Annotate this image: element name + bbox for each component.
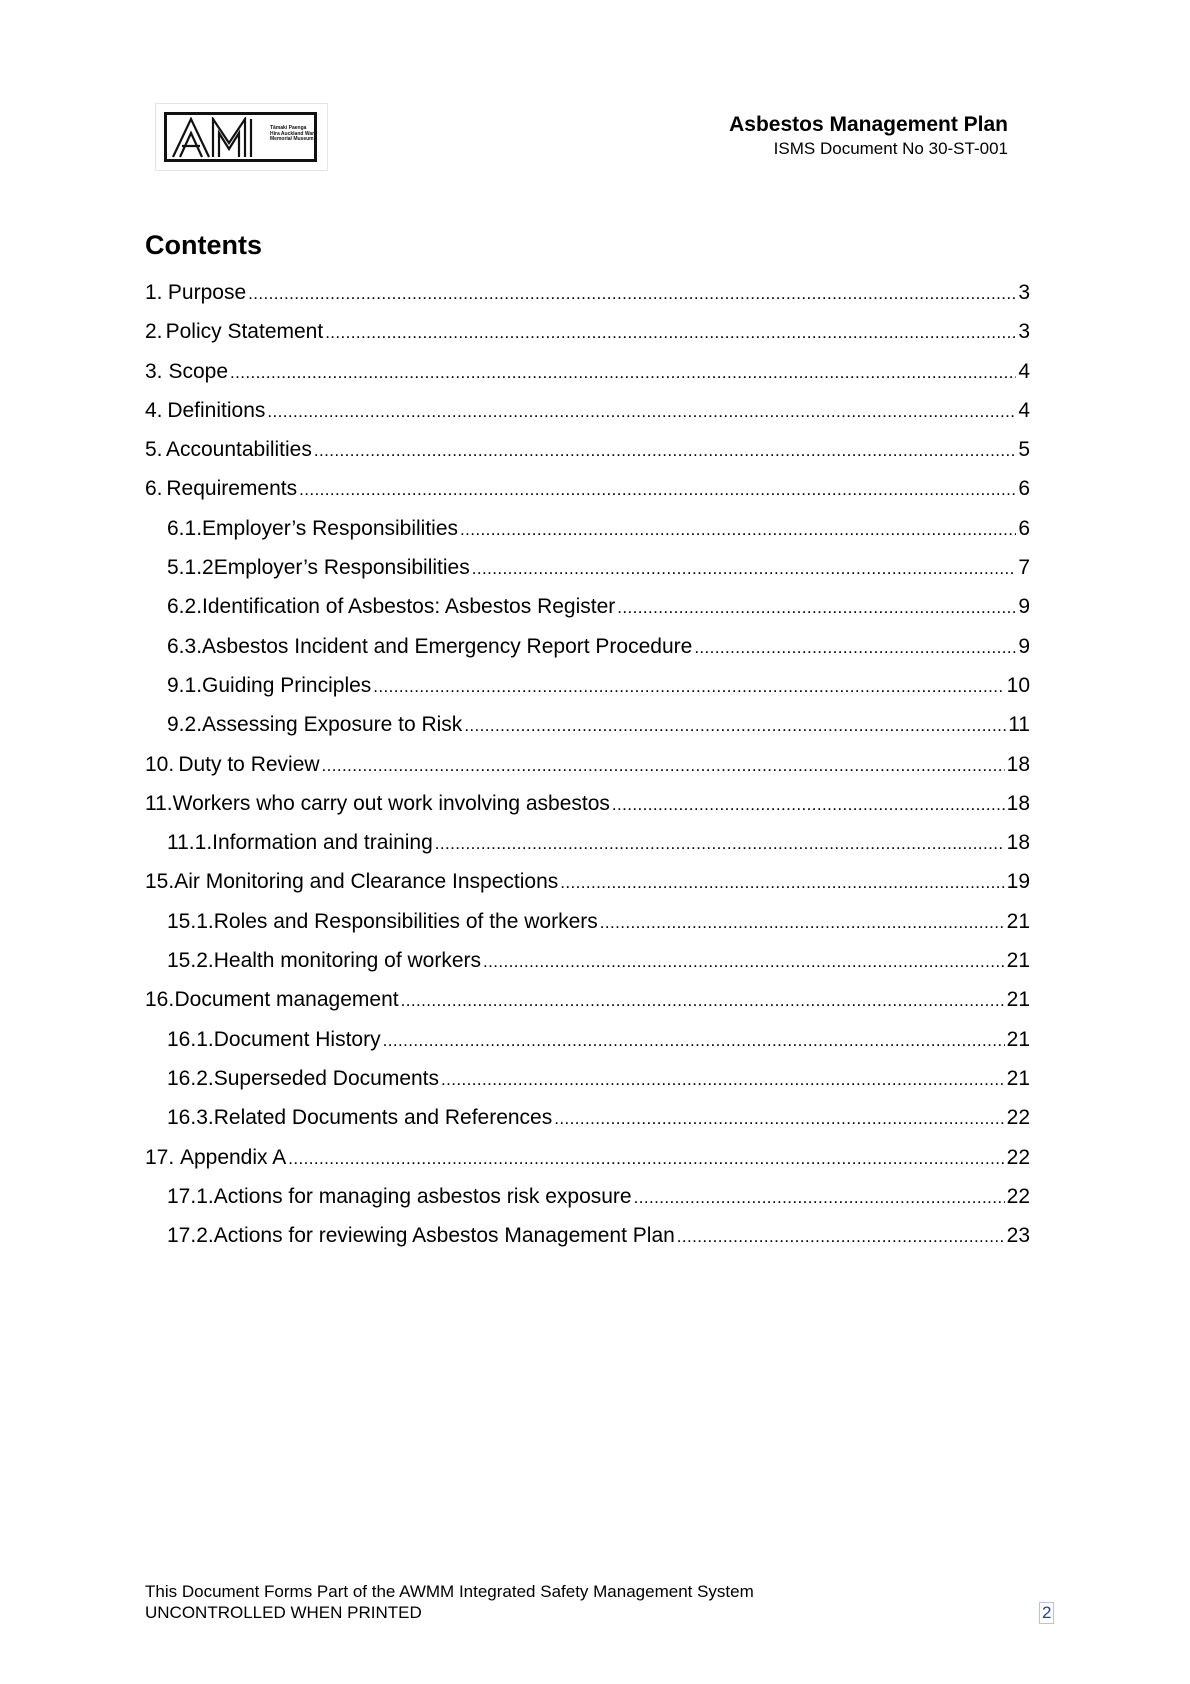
toc-entry-number: 15.1. <box>167 909 214 933</box>
toc-entry-number: 5. <box>145 438 163 462</box>
toc-entry[interactable] <box>145 949 1030 988</box>
toc-entry[interactable] <box>145 360 1030 399</box>
toc-dot-leader <box>314 439 1016 463</box>
toc-entry[interactable] <box>145 674 1030 713</box>
toc-entry-page: 6 <box>1018 477 1030 501</box>
toc-entry-number: 10. <box>145 752 175 776</box>
toc-entry-page: 21 <box>1006 988 1030 1012</box>
toc-entry-page: 19 <box>1006 870 1030 894</box>
toc-entry[interactable] <box>145 438 1030 477</box>
toc-dot-leader <box>460 518 1016 542</box>
toc-entry[interactable] <box>145 1185 1030 1224</box>
toc-entry-page: 7 <box>1018 556 1030 580</box>
toc-entry-number: 6.3. <box>167 634 203 658</box>
toc-entry-page: 4 <box>1018 398 1030 422</box>
toc-dot-leader <box>600 911 1005 935</box>
toc-entry-page: 18 <box>1006 791 1030 815</box>
toc-entry-page: 21 <box>1006 949 1030 973</box>
toc-entry-title[interactable]: Health monitoring of workers <box>213 949 481 973</box>
toc-entry-page: 9 <box>1018 634 1030 658</box>
toc-entry[interactable] <box>145 281 1030 320</box>
toc-entry-title[interactable]: Guiding Principles <box>202 673 372 697</box>
toc-dot-leader <box>435 832 1005 856</box>
toc-entry[interactable] <box>145 595 1030 634</box>
toc-entry-number: 11. <box>145 791 173 815</box>
toc-entry-page: 22 <box>1006 1106 1030 1130</box>
toc-entry-number: 11.1. <box>167 831 213 855</box>
toc-entry-title[interactable]: Related Documents and References <box>213 1106 553 1130</box>
toc-entry-title[interactable]: Accountabilities <box>165 438 312 462</box>
toc-entry-number: 4. <box>145 398 163 422</box>
toc-dot-leader <box>288 1147 1004 1171</box>
toc-entry-title[interactable]: Appendix A <box>179 1145 287 1169</box>
toc-entry-number: 16. <box>145 988 175 1012</box>
toc-entry-page: 5 <box>1018 438 1030 462</box>
toc-entry-number: 16.2. <box>167 1066 214 1090</box>
toc-entry[interactable] <box>145 320 1030 359</box>
toc-entry-title[interactable]: Information and training <box>212 831 433 855</box>
toc-entry-number: 6.2. <box>167 595 203 619</box>
toc-dot-leader <box>677 1225 1005 1249</box>
toc-dot-leader <box>267 400 1016 424</box>
contents-heading: Contents <box>145 230 262 260</box>
toc-dot-leader <box>464 714 1006 738</box>
toc-entry-number: 6. <box>145 477 163 501</box>
toc-entry[interactable] <box>145 1224 1030 1263</box>
toc-entry-page: 18 <box>1006 752 1030 776</box>
toc-entry[interactable] <box>145 1106 1030 1145</box>
toc-entry[interactable] <box>145 831 1030 870</box>
toc-entry-title[interactable]: Roles and Responsibilities of the workers <box>213 909 598 933</box>
toc-entry-title[interactable]: Document History <box>213 1027 381 1051</box>
toc-entry[interactable] <box>145 399 1030 438</box>
toc-entry-page: 23 <box>1006 1224 1030 1248</box>
toc-entry-title[interactable]: Actions for reviewing Asbestos Management Plan <box>213 1224 675 1248</box>
toc-entry[interactable] <box>145 477 1030 516</box>
toc-entry-title[interactable]: Definitions <box>167 398 266 422</box>
logo-frame <box>164 112 317 162</box>
toc-entry[interactable] <box>145 792 1030 831</box>
toc-entry-page: 3 <box>1018 281 1030 304</box>
page-number: 2 <box>1039 1602 1054 1624</box>
toc-entry-title[interactable]: Workers who carry out work involving asbestos <box>172 791 610 815</box>
toc-entry-number: 15.2. <box>167 949 214 973</box>
toc-entry-title[interactable]: Policy Statement <box>165 320 324 344</box>
toc-dot-leader <box>441 1068 1005 1092</box>
toc-entry[interactable] <box>145 988 1030 1027</box>
toc-entry[interactable] <box>145 870 1030 909</box>
toc-dot-leader <box>299 478 1016 502</box>
toc-entry-title[interactable]: Duty to Review <box>178 752 320 776</box>
toc-entry-title[interactable]: Identification of Asbestos: Asbestos Register <box>202 595 616 619</box>
toc-entry-number: 1. <box>145 281 163 304</box>
toc-dot-leader <box>617 596 1016 620</box>
toc-dot-leader <box>472 557 1017 581</box>
toc-entry-number: 17. <box>145 1145 175 1169</box>
toc-dot-leader <box>322 754 1005 778</box>
toc-dot-leader <box>383 1029 1005 1053</box>
toc-entry-title[interactable]: Employer’s Responsibilities <box>213 556 470 580</box>
toc-entry-number: 17.2. <box>167 1224 214 1248</box>
toc-entry[interactable] <box>145 1146 1030 1185</box>
toc-entry[interactable] <box>145 517 1030 556</box>
toc-entry-page: 6 <box>1018 516 1030 540</box>
toc-entry[interactable] <box>145 556 1030 595</box>
document-title: Asbestos Management Plan <box>729 113 1008 136</box>
am-monogram-icon <box>171 117 269 159</box>
toc-entry[interactable] <box>145 713 1030 752</box>
toc-dot-leader <box>483 950 1005 974</box>
footer-uncontrolled-notice: UNCONTROLLED WHEN PRINTED <box>145 1603 422 1622</box>
toc-dot-leader <box>248 282 1016 306</box>
toc-dot-leader <box>401 989 1005 1013</box>
toc-entry-title[interactable]: Assessing Exposure to Risk <box>202 713 463 737</box>
toc-entry-number: 6.1. <box>167 516 203 540</box>
toc-entry-page: 10 <box>1006 673 1030 697</box>
toc-entry[interactable] <box>145 1028 1030 1067</box>
toc-entry-title[interactable]: Actions for managing asbestos risk exposure <box>213 1184 632 1208</box>
toc-entry-page: 22 <box>1006 1145 1030 1169</box>
toc-entry-number: 3. <box>145 359 163 383</box>
toc-entry-number: 5.1.2 <box>167 556 214 580</box>
toc-dot-leader <box>554 1107 1004 1131</box>
toc-entry-title[interactable]: Asbestos Incident and Emergency Report Procedure <box>202 634 693 658</box>
toc-entry-title[interactable]: Scope <box>168 359 228 383</box>
toc-entry-title[interactable]: Superseded Documents <box>213 1066 440 1090</box>
toc-dot-leader <box>230 361 1016 385</box>
toc-entry-title[interactable]: Purpose <box>167 281 247 304</box>
toc-dot-leader <box>373 675 1004 699</box>
toc-entry-title[interactable]: Document management <box>174 988 399 1012</box>
toc-entry-page: 4 <box>1018 359 1030 383</box>
toc-dot-leader <box>634 1186 1005 1210</box>
toc-entry-number: 9.2. <box>167 713 203 737</box>
toc-entry[interactable] <box>145 753 1030 792</box>
toc-entry-page: 3 <box>1018 320 1030 344</box>
toc-entry-title[interactable]: Air Monitoring and Clearance Inspections <box>174 870 559 894</box>
toc-entry-page: 21 <box>1006 1066 1030 1090</box>
toc-dot-leader <box>325 321 1016 345</box>
toc-dot-leader <box>694 636 1016 660</box>
toc-entry-number: 2. <box>145 320 163 344</box>
toc-entry-title[interactable]: Requirements <box>166 477 298 501</box>
toc-entry-page: 21 <box>1006 909 1030 933</box>
toc-entry-title[interactable]: Employer’s Responsibilities <box>202 516 459 540</box>
toc-entry-page: 11 <box>1008 713 1030 737</box>
toc-entry-page: 21 <box>1006 1027 1030 1051</box>
logo-text: Tāmaki Paenga Hira Auckland War Memorial Museum <box>270 125 315 143</box>
toc-entry-number: 16.1. <box>167 1027 214 1051</box>
museum-logo <box>155 103 328 171</box>
toc-entry-page: 9 <box>1018 595 1030 619</box>
toc-entry-page: 18 <box>1006 831 1030 855</box>
toc-entry-page: 22 <box>1006 1184 1030 1208</box>
toc-entry-number: 16.3. <box>167 1106 214 1130</box>
toc-entry-number: 17.1. <box>167 1184 214 1208</box>
footer-statement: This Document Forms Part of the AWMM Integrated Safety Management System <box>145 1582 754 1601</box>
toc-entry[interactable] <box>145 635 1030 674</box>
toc-dot-leader <box>560 871 1004 895</box>
toc-dot-leader <box>612 793 1005 817</box>
toc-entry-number: 9.1. <box>167 673 203 697</box>
toc-entry[interactable] <box>145 1067 1030 1106</box>
document-number: ISMS Document No 30-ST-001 <box>773 139 1008 158</box>
toc-entry-number: 15. <box>145 870 175 894</box>
table-of-contents <box>145 281 1030 1263</box>
toc-entry[interactable] <box>145 910 1030 949</box>
